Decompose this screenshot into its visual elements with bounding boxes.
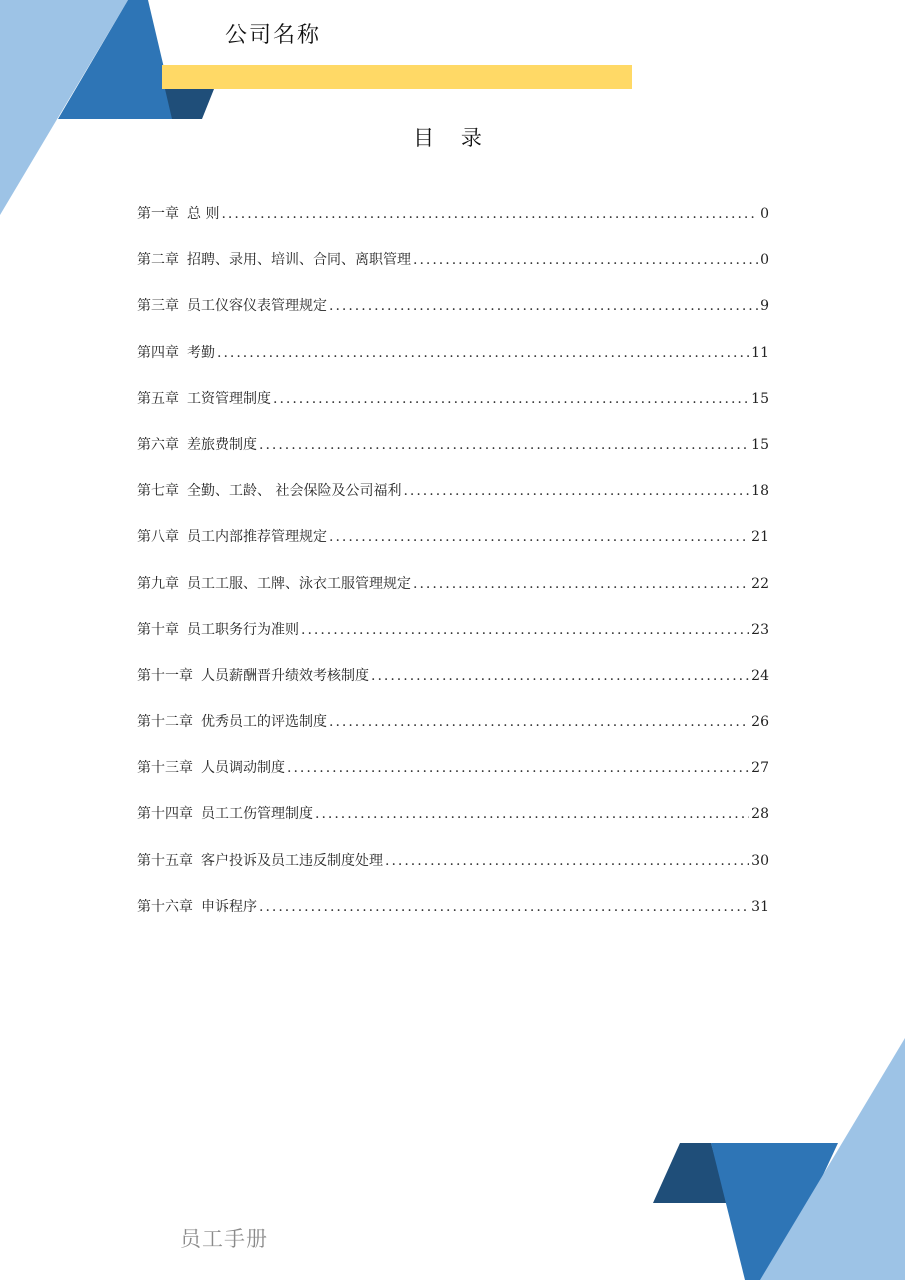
toc-dot-leader [259,893,749,921]
toc-entry-title: 差旅费制度 [187,436,257,453]
toc-dot-leader [403,477,749,505]
toc-page-number: 27 [751,760,769,777]
toc-page-number: 31 [751,898,769,915]
toc-dot-leader [329,523,749,551]
toc-chapter-number: 第一章 [137,206,179,222]
toc-page-number: 15 [751,390,769,407]
toc-page-number: 15 [751,436,769,453]
toc-entry-title: 人员薪酬晋升绩效考核制度 [201,667,369,684]
toc-entry-title: 申诉程序 [201,898,257,915]
toc-entry[interactable] [137,754,769,800]
toc-chapter-number: 第九章 [137,575,179,592]
toc-entry[interactable] [137,523,769,569]
toc-entry[interactable] [137,431,769,477]
toc-entry[interactable] [137,477,769,523]
toc-chapter-number: 第十三章 [137,760,193,777]
toc-page-number: 18 [751,483,769,500]
toc-entry[interactable] [137,246,769,292]
toc-entry-title: 考勤 [187,344,215,361]
toc-entry-title: 员工工伤管理制度 [201,806,313,823]
toc-entry-title: 员工职务行为准则 [187,621,299,638]
toc-dot-leader [287,754,749,782]
toc-page-number: 0 [760,206,769,222]
toc-dot-leader [301,616,749,644]
toc-entry-title: 招聘、录用、培训、合同、离职管理 [187,252,411,269]
toc-page-number: 0 [760,252,769,269]
toc-page-number: 26 [751,714,769,731]
footer-label: 员工手册 [180,1227,268,1251]
toc-page-number: 30 [751,852,769,869]
toc-entry[interactable] [137,893,769,939]
decor-yellow-bar [162,65,632,89]
toc-entry-title: 客户投诉及员工违反制度处理 [201,852,383,869]
toc-chapter-number: 第十一章 [137,667,193,684]
toc-page-number: 22 [751,575,769,592]
toc-chapter-number: 第二章 [137,252,179,269]
toc-chapter-number: 第十章 [137,621,179,638]
toc-dot-leader [371,662,749,690]
toc-chapter-number: 第十五章 [137,852,193,869]
toc-chapter-number: 第八章 [137,529,179,546]
toc-dot-leader [329,292,758,320]
toc-chapter-number: 第五章 [137,390,179,407]
toc-entry-title: 全勤、工龄、 社会保险及公司福利 [187,483,402,500]
toc-entry-title: 工资管理制度 [187,390,271,407]
toc-dot-leader [221,200,758,228]
toc-entry[interactable] [137,662,769,708]
company-name: 公司名称 [225,23,322,48]
toc-dot-leader [315,800,749,828]
toc-dot-leader [217,339,749,367]
decor-dark-blue-block-top [165,89,214,119]
toc-dot-leader [413,570,749,598]
toc-entry[interactable] [137,385,769,431]
toc-entry-title: 员工仪容仪表管理规定 [187,298,327,315]
toc-entry-title: 总 则 [187,206,220,222]
toc-entry[interactable] [137,616,769,662]
toc-page-number: 21 [751,529,769,546]
toc-page-number: 24 [751,667,769,684]
toc-dot-leader [385,847,749,875]
toc-dot-leader [329,708,749,736]
toc-dot-leader [259,431,749,459]
toc-page-number: 9 [760,298,769,315]
toc-page-number: 11 [751,344,769,361]
toc-chapter-number: 第十四章 [137,806,193,823]
toc-entry[interactable] [137,708,769,754]
table-of-contents [137,200,769,939]
toc-page-number: 28 [751,806,769,823]
toc-chapter-number: 第四章 [137,344,179,361]
toc-entry[interactable] [137,570,769,616]
toc-entry[interactable] [137,292,769,338]
toc-entry[interactable] [137,200,769,246]
toc-chapter-number: 第十六章 [137,898,193,915]
toc-dot-leader [273,385,749,413]
toc-entry-title: 人员调动制度 [201,760,285,777]
toc-entry-title: 优秀员工的评选制度 [201,714,327,731]
toc-chapter-number: 第七章 [137,483,179,500]
toc-dot-leader [413,246,758,274]
toc-title: 目 录 [413,126,492,150]
toc-entry-title: 员工内部推荐管理规定 [187,529,327,546]
toc-entry[interactable] [137,800,769,846]
toc-entry[interactable] [137,339,769,385]
toc-entry-title: 员工工服、工牌、泳衣工服管理规定 [187,575,411,592]
toc-chapter-number: 第十二章 [137,714,193,731]
toc-entry[interactable] [137,847,769,893]
toc-chapter-number: 第三章 [137,298,179,315]
toc-chapter-number: 第六章 [137,436,179,453]
toc-page-number: 23 [751,621,769,638]
